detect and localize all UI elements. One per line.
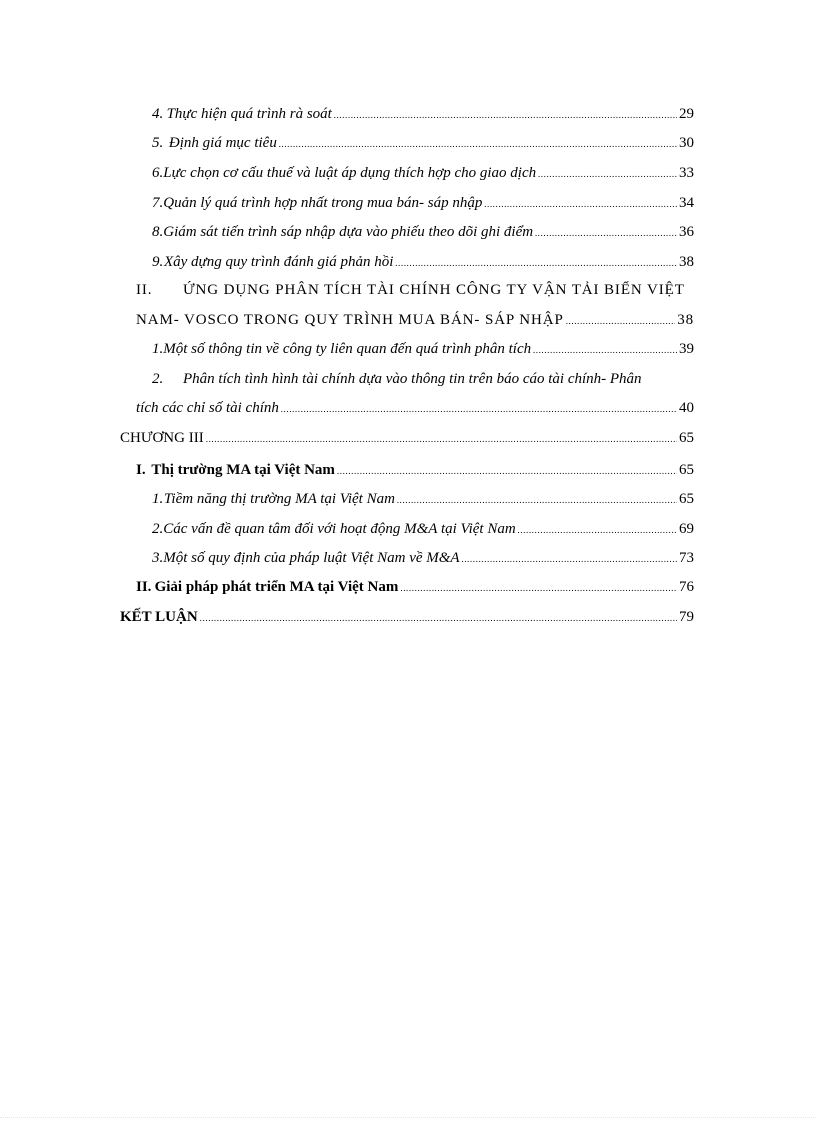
toc-entry-title: Định giá mục tiêu — [168, 135, 277, 151]
dot-leader — [484, 194, 677, 214]
toc-entry[interactable] — [152, 369, 694, 389]
dot-leader — [395, 253, 677, 273]
toc-entry-title: Quản lý quá trình hợp nhất trong mua bán- sáp nhập — [163, 195, 483, 211]
dot-leader — [400, 578, 677, 598]
toc-section-heading[interactable] — [136, 280, 694, 300]
toc-section-heading[interactable] — [136, 577, 694, 598]
toc-entry-page: 39 — [679, 341, 694, 357]
toc-entry-page: 73 — [679, 550, 694, 566]
toc-section-heading-continued[interactable] — [136, 310, 694, 331]
toc-entry[interactable] — [152, 252, 694, 273]
dot-leader — [533, 340, 677, 360]
toc-entry[interactable] — [152, 339, 694, 360]
toc-section-title-line1: ỨNG DỤNG PHÂN TÍCH TÀI CHÍNH CÔNG TY VẬN TẢI BIỂN VIỆT — [183, 282, 685, 298]
toc-chapter-page: 65 — [679, 430, 694, 446]
toc-entry-title: Giám sát tiến trình sáp nhập dựa vào phiếu theo dõi ghi điểm — [163, 224, 534, 240]
toc-entry-number: 7. — [152, 195, 164, 211]
toc-section-number: II. — [136, 282, 153, 298]
toc-entry-page: 29 — [679, 106, 694, 122]
dot-leader — [518, 520, 677, 540]
dot-leader — [397, 490, 677, 510]
dot-leader — [279, 134, 677, 154]
toc-section-page: 65 — [679, 462, 694, 478]
toc-section-title: Giải pháp phát triển MA tại Việt Nam — [154, 579, 399, 595]
toc-section-title: Thị trường MA tại Việt Nam — [151, 462, 335, 478]
toc-entry-page: 33 — [679, 165, 694, 181]
toc-section-number: II. — [136, 579, 152, 595]
toc-entry-number: 2. — [152, 371, 164, 387]
toc-entry-title-line1: Phân tích tình hình tài chính dựa vào thông tin trên báo cáo tài chính- Phân — [183, 371, 642, 387]
toc-conclusion-page: 79 — [679, 609, 694, 625]
toc-entry-title: Một số thông tin về công ty liên quan đến quá trình phân tích — [163, 341, 532, 357]
toc-entry-number: 1. — [152, 491, 164, 507]
toc-entry[interactable] — [152, 548, 694, 569]
toc-entry-title: Tiềm năng thị trường MA tại Việt Nam — [163, 491, 395, 507]
toc-entry-title: Các vấn đề quan tâm đối với hoạt động M&A tại Việt Nam — [163, 521, 516, 537]
toc-entry-number: 6. — [152, 165, 164, 181]
toc-entry-continued[interactable] — [136, 398, 694, 419]
toc-conclusion-heading[interactable] — [120, 607, 694, 628]
toc-entry-title: Lực chọn cơ cấu thuế và luật áp dụng thích hợp cho giao dịch — [163, 165, 537, 181]
toc-entry-number: 8. — [152, 224, 164, 240]
toc-entry-page: 34 — [679, 195, 694, 211]
toc-chapter-heading[interactable] — [120, 428, 694, 449]
toc-entry[interactable] — [152, 519, 694, 540]
toc-entry-page: 69 — [679, 521, 694, 537]
toc-entry-page: 36 — [679, 224, 694, 240]
toc-entry-title: Một số quy định của pháp luật Việt Nam về M&A — [163, 550, 460, 566]
dot-leader — [535, 223, 677, 243]
toc-section-page: 38 — [677, 312, 694, 328]
toc-section-number: I. — [136, 462, 146, 478]
toc-entry[interactable] — [152, 163, 694, 184]
toc-entry-number: 4. — [152, 106, 164, 122]
toc-entry-number: 3. — [152, 550, 164, 566]
toc-entry-number: 9. — [152, 254, 164, 270]
toc-section-heading[interactable] — [136, 460, 694, 481]
toc-entry-page: 38 — [679, 254, 694, 270]
dot-leader — [566, 311, 675, 331]
toc-entry[interactable] — [152, 193, 694, 214]
toc-entry[interactable] — [152, 104, 694, 125]
dot-leader — [538, 164, 677, 184]
toc-entry-number: 5. — [152, 135, 164, 151]
toc-entry[interactable] — [152, 133, 694, 154]
dot-leader — [462, 549, 677, 569]
dot-leader — [200, 608, 677, 628]
toc-entry-number: 2. — [152, 521, 164, 537]
toc-conclusion-title: KẾT LUẬN — [120, 609, 198, 625]
toc-entry-title-line2: tích các chỉ số tài chính — [136, 400, 279, 416]
dot-leader — [337, 461, 677, 481]
toc-entry-title: Thực hiện quá trình rà soát — [166, 106, 332, 122]
toc-entry-page: 30 — [679, 135, 694, 151]
toc-entry-page: 40 — [679, 400, 694, 416]
dot-leader — [334, 105, 677, 125]
toc-entry[interactable] — [152, 222, 694, 243]
toc-chapter-title: CHƯƠNG III — [120, 430, 204, 446]
page-bottom-divider — [0, 1117, 816, 1118]
toc-section-title-line2: NAM- VOSCO TRONG QUY TRÌNH MUA BÁN- SÁP NHẬP — [136, 312, 564, 328]
toc-entry-page: 65 — [678, 491, 694, 507]
dot-leader — [281, 399, 677, 419]
toc-entry[interactable] — [152, 489, 694, 510]
dot-leader — [206, 429, 677, 449]
toc-entry-title: Xây dựng quy trình đánh giá phản hồi — [163, 254, 394, 270]
toc-entry-number: 1. — [152, 341, 164, 357]
toc-section-page: 76 — [679, 579, 694, 595]
